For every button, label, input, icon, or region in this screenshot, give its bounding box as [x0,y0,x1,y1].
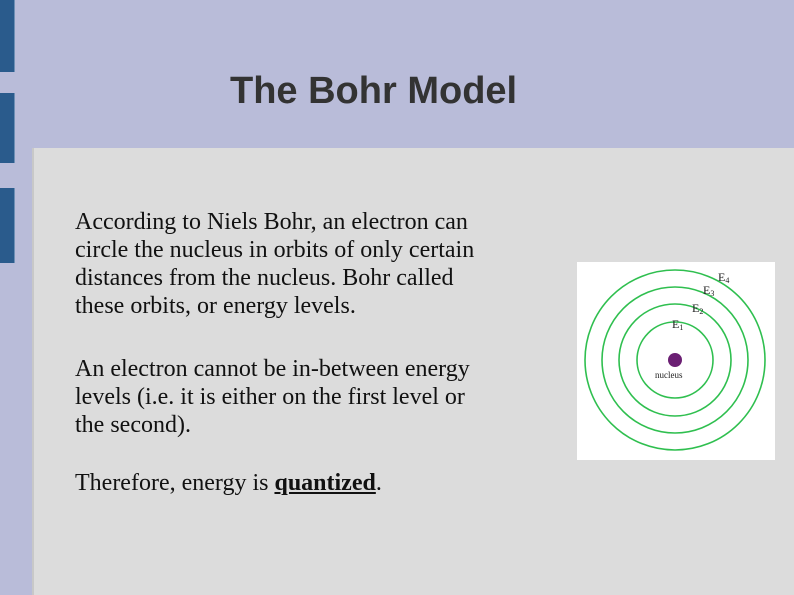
side-bar-decoration [0,188,15,263]
paragraph-quantized [75,469,555,497]
paragraph-quantized-suffix: . [375,470,382,496]
level-label-e3 [703,283,714,298]
level-e4-letter: E [718,270,726,284]
nucleus-label: nucleus [655,370,683,380]
bohr-orbit-diagram [577,262,775,460]
side-bar-decoration [0,93,15,163]
level-label-e1 [672,317,683,332]
paragraph-quantized-prefix: Therefore, energy is [75,470,275,496]
level-label-e2 [692,301,703,316]
paragraph-energy-levels: An electron cannot be in-between energy levels (i.e. it is either on the first level or the second). [75,356,470,438]
level-e1-sub: 1 [679,323,684,332]
level-e2-letter: E [692,301,700,315]
slide-title: The Bohr Model [230,70,518,112]
side-bar-decoration [0,0,15,72]
level-e3-sub: 3 [710,289,715,298]
level-e4-sub: 4 [725,276,730,285]
paragraph-bohr-orbits: According to Niels Bohr, an electron can circle the nucleus in orbits of only certain distances from the nucleus. Bohr called these orbits, or energy levels. [75,209,475,319]
level-label-e4 [718,270,729,285]
level-e3-letter: E [703,283,711,297]
quantized-emphasis: quantized [274,470,376,496]
level-e1-letter: E [672,317,680,331]
bohr-model-diagram [577,262,775,460]
level-e2-sub: 2 [699,307,704,316]
nucleus-dot [668,353,682,367]
